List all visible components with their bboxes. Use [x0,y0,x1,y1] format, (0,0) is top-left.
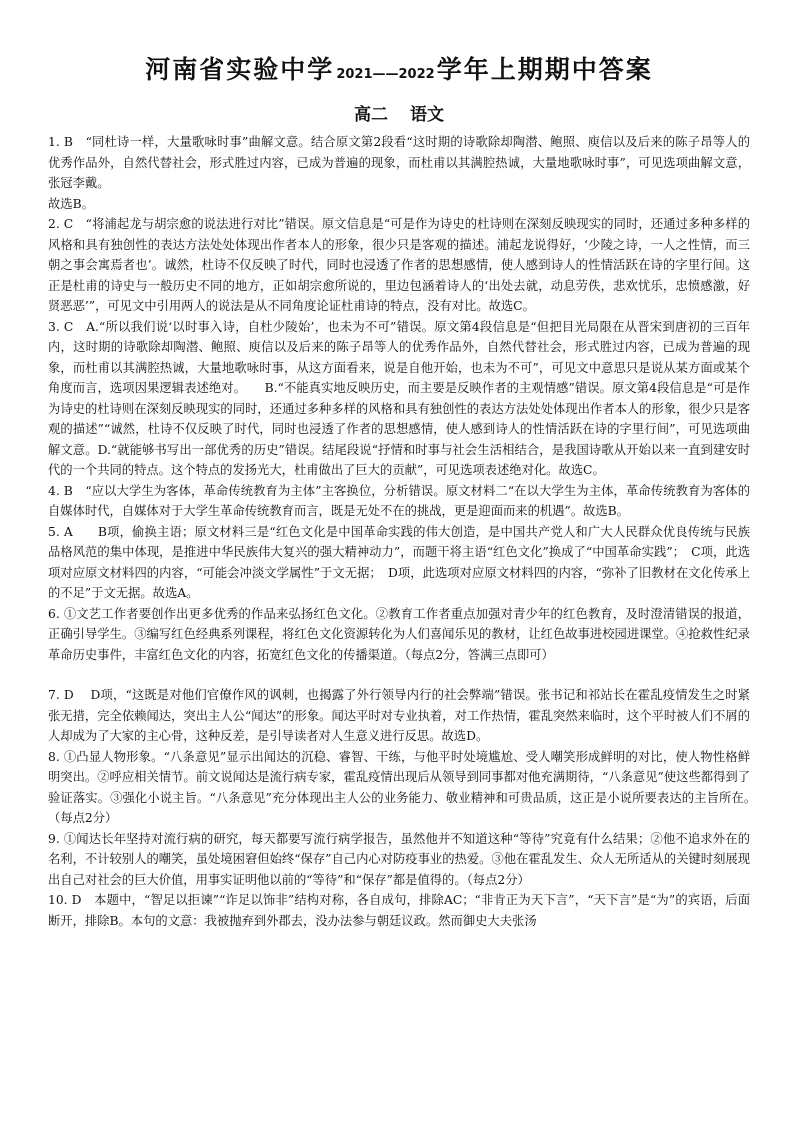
answer-1-conclusion: 故选B。 [48,196,94,211]
answer-4: 4. B “应以大学生为客体，革命传统教育为主体”主客换位，分析错误。原文材料二“在以大学生为主体，革命传统教育为客体的自媒体时代，自媒体对于大学生革命传统教育而言，既是无处不在的挑战，更是迎面而来的机遇”。故选B。 [48,483,750,518]
answer-2: 2. C “将浦起龙与胡宗愈的说法进行对比”错误。原文信息是“可是作为诗史的杜诗则在深刻反映现实的同时，还通过多种多样的风格和具有独创性的表达方法处处体现出作者本人的形象，很少只是客观的描述。浦起龙说得好，‘少陵之诗，一人之性情，而三朝之事会寓焉者也’。诚然，杜诗不仅反映了时代，同时也浸透了作者的思想感情，使人感到诗人的性情活跃在诗的字里行间。这正是杜甫的诗史与一般历史不同的地方，正如胡宗愈所说的，里边包涵着诗人的‘出处去就，动息劳佚，悲欢忧乐，忠愤感激，好贤恶恶’”，可见文中引用两人的说法是从不同角度论证杜甫诗的特点，没有对比。故选C。 [48,217,750,313]
answer-8: 8. ①凸显人物形象。“八条意见”显示出闻达的沉稳、睿智、干练，与他平时处境尴尬、受人嘲笑形成鲜明的对比，使人物性格鲜明突出。②呼应相关情节。前文说闻达是流行病专家，霍乱疫情出现后从领导到同事都对他充满期待，“八条意见”使这些都得到了验证落实。③强化小说主旨。“八条意见”充分体现出主人公的业务能力、敬业精神和可贵品质，这正是小说所要表达的主旨所在。 （每点2分） [48,749,763,825]
answers-body [48,132,763,931]
answer-9: 9. ①闻达长年坚持对流行病的研究，每天都要写流行病学报告，虽然他并不知道这种“等待”究竟有什么结果；②他不追求外在的名利，不计较别人的嘲笑，虽处境困窘但始终“保存”自己内心对防疫事业的热爱。③他在霍乱发生、众人无所适从的关键时刻展现出自己对社会的巨大价值，用事实证明他以前的“等待”和“保存”都是值得的。（每点2分） [48,831,750,887]
subtitle-subject: 语文 [410,105,444,125]
answer-1: 1. B “同杜诗一样，大量歌咏时事”曲解文意。结合原文第2段看“这时期的诗歌除却陶潜、鲍照、庾信以及后来的陈子昂等人的优秀作品外，自然代替社会，形式胜过内容，已成为普遍的现象，而杜甫以其满腔热诚，大量地歌咏时事”，可见选项曲解文意，张冠李戴。 [48,135,750,190]
answer-3: 3. C A.“所以我们说‘以时事入诗，自杜少陵始’，也未为不可”错误。原文第4段信息是“但把目光局限在从晋宋到唐初的三百年内，这时期的诗歌除却陶潜、鲍照、庾信以及后来的陈子昂等人的优秀作品外，自然代替社会，形式胜过内容，已成为普遍的现象，而杜甫以其满腔热诚，大量地歌咏时事，从这方面看来，说是自他开始，也未为不可”，可见文中意思只是说从某方面或某个角度而言，选项因果逻辑表述绝对。 B.“不能真实地反映历史，而主要是反映作者的主观情感”错误。原文第4段信息是“可是作为诗史的杜诗则在深刻反映现实的同时，还通过多种多样的风格和具有独创性的表达方法处处体现出作者本人的形象，很少只是客观的描述”“诚然，杜诗不仅反映了时代，同时也浸透了作者的思想感情，使人感到诗人的性情活跃在诗的字里行间”，可见选项曲解文意。D.“就能够书写出一部优秀的历史”错误。结尾段说“抒情和时事与社会生活相结合，是我国诗歌从开始以来一直到建安时代的一个共同的特点。这个特点的发扬光大，杜甫做出了巨大的贡献”，可见选项表述绝对化。故选C。 [48,319,750,477]
answer-10: 10. D 本题中，“智足以拒谏”“诈足以饰非”结构对称，各自成句，排除AC；“非肯正为天下言”，“天下言”是“为”的宾语，后面断开，排除B。本句的文意：我被抛弃到外郡去，没办法参与朝廷议政。然而御史大夫张汤 [48,893,750,928]
answer-5: 5. A B项，偷换主语；原文材料三是“红色文化是中国革命实践的伟大创造，是中国共产党人和广大人民群众优良传统与民族品格风范的集中体现，是推进中华民族伟大复兴的强大精神动力”，而题干将主语“红色文化”换成了“中国革命实践”； C项，此选项对应原文材料四的内容，“可能会冲淡文学属性”于文无据； D项，此选项对应原文材料四的内容，“弥补了旧教材在文化传承上的不足”于文无据。故选A。 [48,524,750,600]
blank-gap [48,665,750,685]
title-term: 学年上期期中答案 [436,55,653,84]
subtitle-grade: 高二 [354,105,388,125]
page-subtitle [48,102,750,128]
title-school: 河南省实验中学 [145,55,335,84]
page-title [48,50,750,90]
answer-7: 7. D D项，“这既是对他们官僚作风的讽刺，也揭露了外行领导内行的社会弊端”错误。张书记和祁站长在霍乱疫情发生之时紧张无措，完全依赖闻达，突出主人公“闻达”的形象。闻达平时对专业执着，对工作热情，霍乱突然来临时，这个平时被人们不屑的人却成为了大家的主心骨，这种反差，是引导读者对人生意义进行反思。故选D。 [48,688,750,743]
title-years: 2021——2022 [336,67,435,82]
answer-6: 6. ①文艺工作者要创作出更多优秀的作品来弘扬红色文化。②教育工作者重点加强对青少年的红色教育，及时澄清错误的报道，正确引导学生。③编写红色经典系列课程，将红色文化资源转化为人们喜闻乐见的教材，让红色故事进校园进课堂。④抢救性纪录革命历史事件，丰富红色文化的内容，拓宽红色文化的传播渠道。（每点2分，答满三点即可） [48,606,750,662]
